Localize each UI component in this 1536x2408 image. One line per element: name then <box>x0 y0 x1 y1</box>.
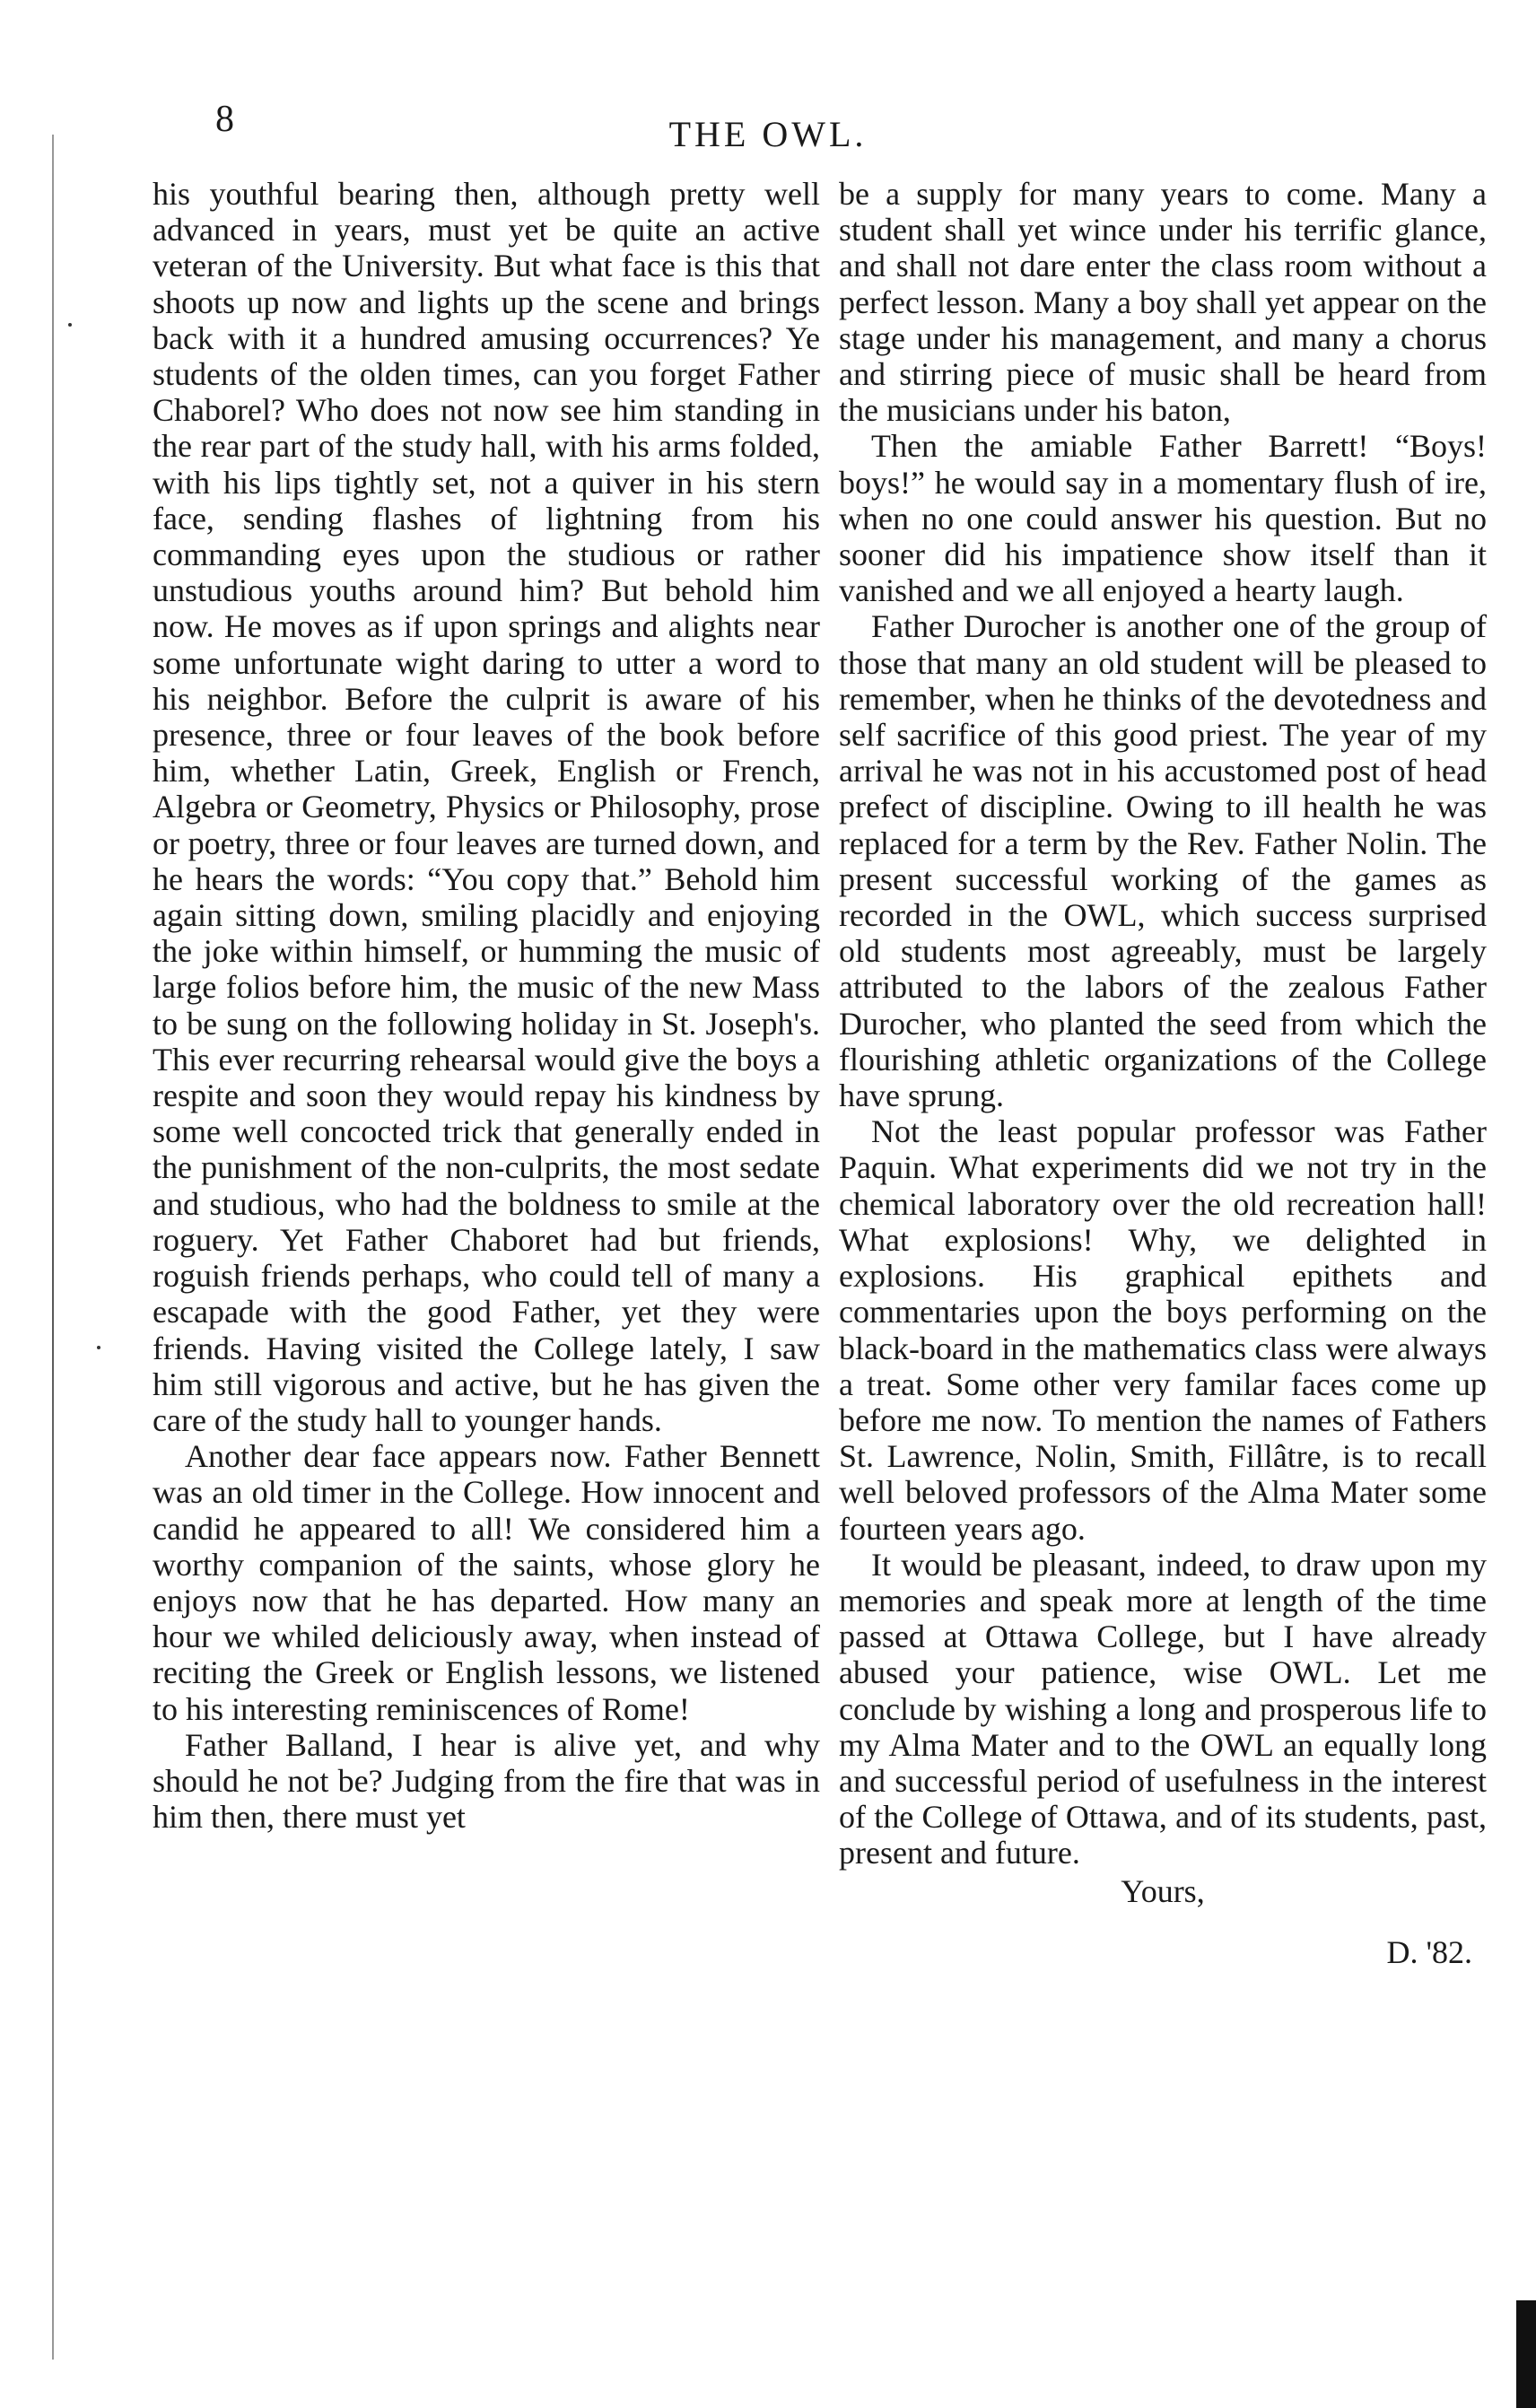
paragraph: be a supply for many years to come. Many a student shall yet wince under his terrific glance, and shall not dare enter the class room without a perfect lesson. Many a boy shall yet appear on the stage under his management, and many a chorus and stirring piece of music shall be heard from the musicians under his baton, <box>839 176 1487 429</box>
paragraph: his youthful bearing then, although pretty well advanced in years, must yet be quite an active veteran of the University. But what face is this that shoots up now and lights up the scene and brings back with it a hundred amusing occurrences? Ye students of the olden times, can you forget Father Chaborel? Who does not now see him standing in the rear part of the study hall, with his arms folded, with his lips tightly set, not a quiver in his stern face, sending flashes of lightning from his commanding eyes upon the studious or rather unstudious youths around him? But behold him now. He moves as if upon springs and alights near some unfortunate wight daring to utter a word to his neighbor. Before the culprit is aware of his presence, three or four leaves of the book before him, whether Latin, Greek, English or French, Algebra or Geometry, Physics or Philosophy, prose or poetry, three or four leaves are turned down, and he hears the words: “You copy that.” Behold him again sitting down, smiling placidly and enjoying the joke within himself, or humming the music of large folios before him, the music of the new Mass to be sung on the following holiday in St. Joseph's. This ever recurring rehearsal would give the boys a respite and soon they would repay his kindness by some well concocted trick that generally ended in the punishment of the non-culprits, the most sedate and studious, who had the boldness to smile at the roguery. Yet Father Chaboret had but friends, roguish friends perhaps, who could tell of many a escapade with the good Father, yet they were friends. Having visited the College lately, I saw him still vigorous and active, but he has given the care of the study hall to younger hands. <box>153 176 820 1438</box>
paragraph: Another dear face appears now. Father Bennett was an old timer in the College. How innocent and candid he appeared to all! We considered him a worthy companion of the saints, whose glory he enjoys now that he has departed. How many an hour we whiled deliciously away, when instead of reciting the Greek or English lessons, we listened to his interesting reminiscences of Rome! <box>153 1438 820 1727</box>
left-column <box>153 176 820 1835</box>
signoff: Yours, <box>1121 1872 1205 1909</box>
paragraph: Father Balland, I hear is alive yet, and why should he not be? Judging from the fire that was in him then, there must yet <box>153 1726 820 1836</box>
scan-edge-mark <box>1516 2300 1536 2408</box>
scan-speck <box>97 1346 100 1349</box>
paragraph: Then the amiable Father Barrett! “Boys! boys!” he would say in a momentary flush of ire, when no one could answer his question. But no sooner did his impatience show itself than it vanished and we all enjoyed a hearty laugh. <box>839 428 1487 609</box>
author-signature: D. '82. <box>1386 1933 1472 1970</box>
paragraph: Father Durocher is another one of the group of those that many an old student will be pleased to remember, when he thinks of the devotedness and self sacrifice of this good priest. The year of my arrival he was not in his accustomed post of head prefect of discipline. Owing to ill health he was replaced for a term by the Rev. Father Nolin. The present successful working of the games as recorded in the OWL, which success surprised old students most agreeably, must be largely attributed to the labors of the zealous Father Durocher, who planted the seed from which the flourishing athletic organizations of the College have sprung. <box>839 608 1487 1114</box>
right-column <box>839 176 1487 1970</box>
page-number: 8 <box>215 99 234 140</box>
paragraph: It would be pleasant, indeed, to draw upon my memories and speak more at length of the time passed at Ottawa College, but I have already abused your patience, wise OWL. Let me conclude by wishing a long and prosperous life to my Alma Mater and to the OWL an equally long and successful period of usefulness in the interest of the College of Ottawa, and of its students, past, present and future. <box>839 1546 1487 1871</box>
scan-speck <box>68 323 72 327</box>
binding-edge-rule <box>52 135 54 2360</box>
running-head-title: THE OWL. <box>668 114 868 154</box>
paragraph: Not the least popular professor was Father Paquin. What experiments did we not try in the chemical laboratory over the old recreation hall! What explosions! Why, we delighted in explosions. His graphical epithets and commentaries upon the boys performing on the black-board in the mathematics class were always a treat. Some other very familar faces come up before me now. To mention the names of Fathers St. Lawrence, Nolin, Smith, Fillâtre, is to recall well beloved professors of the Alma Mater some fourteen years ago. <box>839 1113 1487 1547</box>
